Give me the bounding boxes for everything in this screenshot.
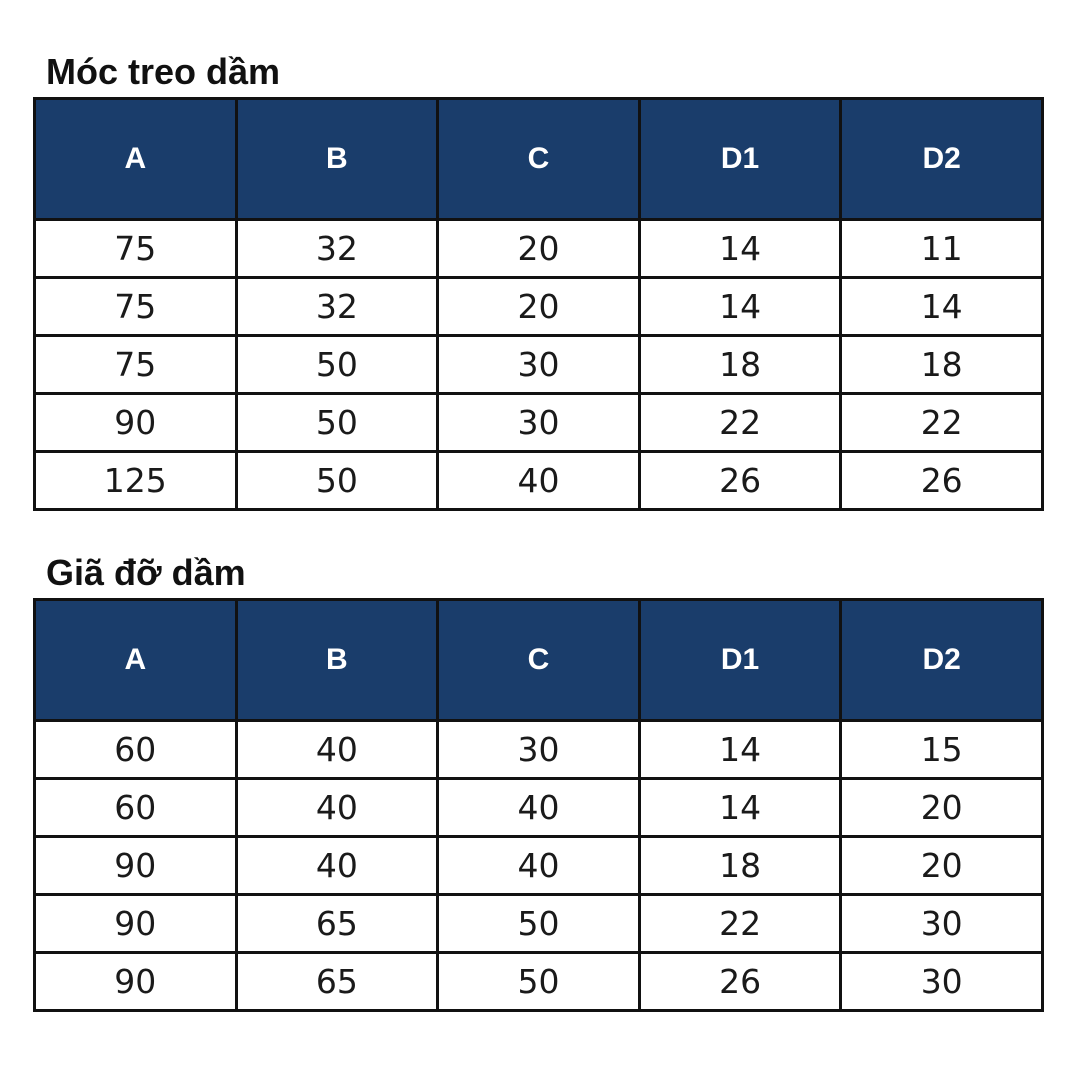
column-header-c: C	[438, 99, 640, 220]
table-cell: 60	[35, 779, 237, 837]
table-cell: 75	[35, 220, 237, 278]
table-cell: 26	[841, 452, 1043, 510]
table-cell: 40	[236, 721, 438, 779]
spec-table-gia-do-dam	[33, 598, 1044, 1012]
table-cell: 14	[841, 278, 1043, 336]
column-header-b: B	[236, 99, 438, 220]
table-cell: 20	[841, 779, 1043, 837]
table-cell: 30	[841, 895, 1043, 953]
table-cell: 20	[438, 278, 640, 336]
table-cell: 18	[639, 837, 841, 895]
column-header-d2: D2	[841, 99, 1043, 220]
table-cell: 22	[639, 895, 841, 953]
table-cell: 65	[236, 895, 438, 953]
table-row	[35, 953, 1043, 1011]
table-cell: 40	[438, 452, 640, 510]
table-cell: 26	[639, 953, 841, 1011]
section-title-moc-treo-dam: Móc treo dầm	[46, 51, 281, 92]
column-header-a: A	[35, 600, 237, 721]
table-row	[35, 278, 1043, 336]
table-row	[35, 394, 1043, 452]
table-cell: 32	[236, 220, 438, 278]
table-cell: 50	[438, 953, 640, 1011]
table-cell: 65	[236, 953, 438, 1011]
table-cell: 75	[35, 278, 237, 336]
table-row	[35, 452, 1043, 510]
section-title-gia-do-dam: Giã đỡ dầm	[46, 552, 246, 593]
table-cell: 11	[841, 220, 1043, 278]
column-header-c: C	[438, 600, 640, 721]
table-cell: 75	[35, 336, 237, 394]
table-cell: 14	[639, 779, 841, 837]
table-cell: 40	[438, 779, 640, 837]
table-cell: 50	[438, 895, 640, 953]
table-cell: 90	[35, 953, 237, 1011]
table-cell: 14	[639, 721, 841, 779]
table-cell: 30	[438, 394, 640, 452]
table-cell: 90	[35, 394, 237, 452]
table-cell: 18	[841, 336, 1043, 394]
table-row	[35, 837, 1043, 895]
table-body	[35, 721, 1043, 1011]
table-cell: 40	[438, 837, 640, 895]
spec-table-moc-treo-dam	[33, 97, 1044, 511]
table-cell: 60	[35, 721, 237, 779]
table-cell: 26	[639, 452, 841, 510]
table-row	[35, 895, 1043, 953]
table-cell: 40	[236, 779, 438, 837]
column-header-d2: D2	[841, 600, 1043, 721]
column-header-d1: D1	[639, 600, 841, 721]
table-cell: 18	[639, 336, 841, 394]
column-header-d1: D1	[639, 99, 841, 220]
table-cell: 50	[236, 452, 438, 510]
table-cell: 20	[438, 220, 640, 278]
table-row	[35, 220, 1043, 278]
table-cell: 14	[639, 220, 841, 278]
table-row	[35, 779, 1043, 837]
table-row	[35, 336, 1043, 394]
table-cell: 30	[438, 721, 640, 779]
table-cell: 90	[35, 837, 237, 895]
table-cell: 15	[841, 721, 1043, 779]
table-cell: 22	[639, 394, 841, 452]
table-cell: 30	[438, 336, 640, 394]
table-cell: 90	[35, 895, 237, 953]
table-cell: 20	[841, 837, 1043, 895]
header-row	[35, 99, 1043, 220]
table-cell: 50	[236, 336, 438, 394]
table-cell: 30	[841, 953, 1043, 1011]
table-body	[35, 220, 1043, 510]
table-row	[35, 721, 1043, 779]
column-header-a: A	[35, 99, 237, 220]
table-cell: 32	[236, 278, 438, 336]
table-cell: 50	[236, 394, 438, 452]
table-header	[35, 600, 1043, 721]
table-cell: 22	[841, 394, 1043, 452]
table-cell: 40	[236, 837, 438, 895]
table-header	[35, 99, 1043, 220]
table-cell: 14	[639, 278, 841, 336]
column-header-b: B	[236, 600, 438, 721]
table-cell: 125	[35, 452, 237, 510]
header-row	[35, 600, 1043, 721]
